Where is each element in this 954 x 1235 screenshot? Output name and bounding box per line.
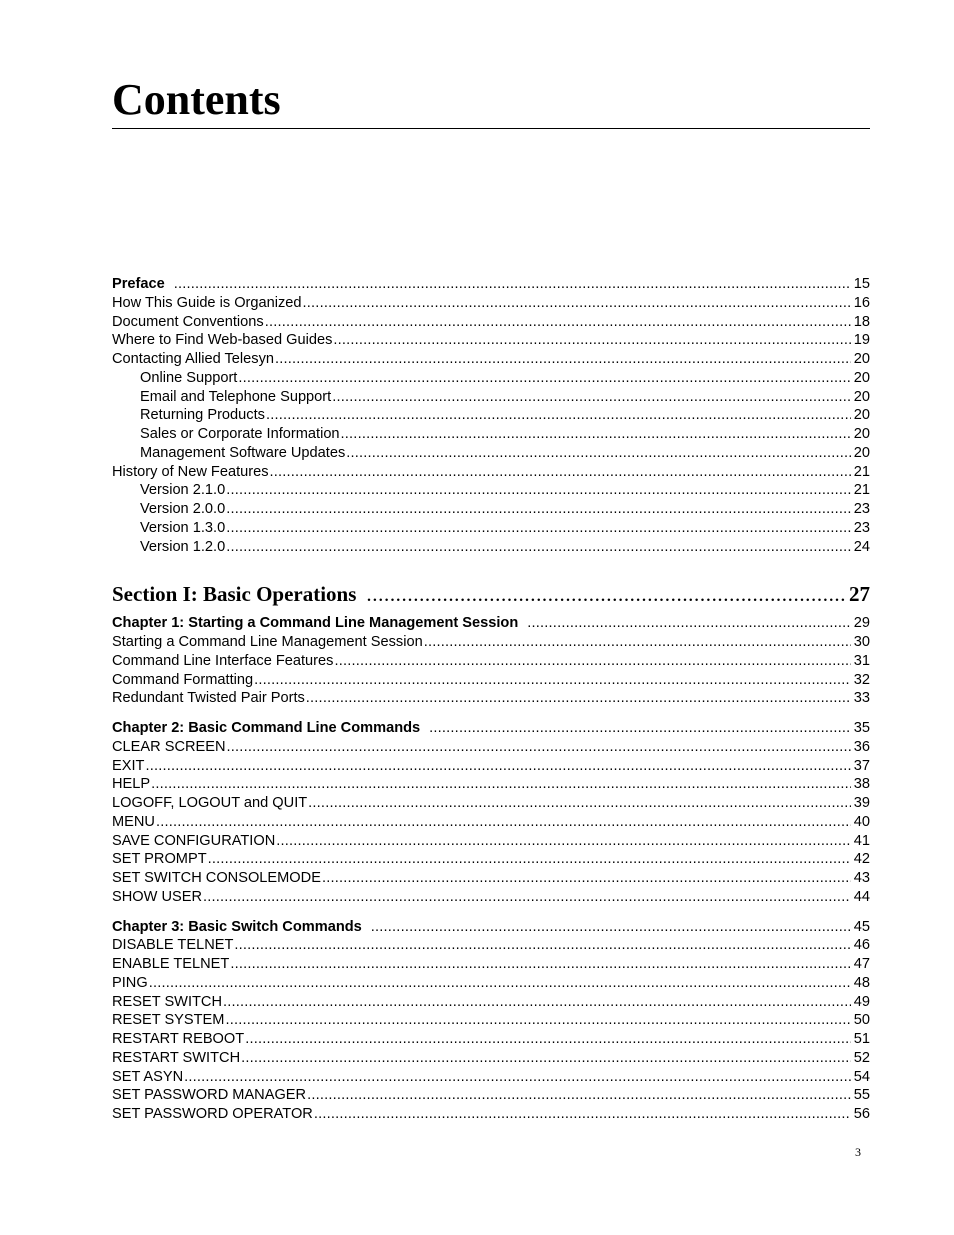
toc-label: RESET SWITCH xyxy=(112,993,223,1010)
toc-entry[interactable] xyxy=(112,936,870,955)
toc-entry[interactable] xyxy=(112,813,870,832)
dot-leader xyxy=(366,578,846,610)
dot-leader xyxy=(265,313,851,332)
toc-entry-preface[interactable] xyxy=(112,275,870,294)
toc-page: 36 xyxy=(853,738,870,755)
dot-leader xyxy=(203,888,851,907)
toc-page: 49 xyxy=(853,993,870,1010)
toc-page: 40 xyxy=(853,813,870,830)
toc-label: HELP xyxy=(112,776,151,793)
dot-leader xyxy=(208,850,851,869)
toc-page: 20 xyxy=(853,388,870,405)
toc-entry[interactable] xyxy=(112,869,870,888)
dot-leader xyxy=(174,275,851,294)
toc-entry[interactable] xyxy=(112,738,870,757)
toc-label: SET ASYN xyxy=(112,1068,184,1085)
dot-leader xyxy=(184,1068,851,1087)
toc-label: Document Conventions xyxy=(112,313,264,330)
dot-leader xyxy=(306,689,851,708)
dot-leader xyxy=(151,775,851,794)
toc-label: RESET SYSTEM xyxy=(112,1012,225,1029)
toc-label: Version 2.1.0 xyxy=(140,482,226,499)
page-title: Contents xyxy=(112,75,281,124)
toc-page: 56 xyxy=(853,1106,870,1122)
toc-page: 19 xyxy=(853,332,870,349)
toc-section-heading[interactable] xyxy=(112,578,870,610)
dot-leader xyxy=(238,369,850,388)
dot-leader xyxy=(307,1086,851,1105)
toc-chapter-heading[interactable] xyxy=(112,614,870,633)
toc-page: 42 xyxy=(853,851,870,868)
toc-entry[interactable] xyxy=(112,313,870,332)
toc-label: Starting a Command Line Management Session xyxy=(112,634,423,650)
toc-page: 39 xyxy=(853,795,870,811)
toc-page: 20 xyxy=(853,426,870,442)
dot-leader xyxy=(225,1011,850,1030)
toc-page: 43 xyxy=(853,870,870,886)
toc-page: 46 xyxy=(853,937,870,954)
toc-entry[interactable] xyxy=(112,652,870,671)
dot-leader xyxy=(346,444,851,463)
toc-page: 37 xyxy=(853,757,870,774)
title-rule xyxy=(112,128,870,129)
toc-entry[interactable] xyxy=(112,850,870,869)
toc-page: 55 xyxy=(853,1087,870,1104)
toc-entry[interactable] xyxy=(112,1030,870,1049)
toc-label: EXIT xyxy=(112,757,145,774)
dot-leader xyxy=(303,294,851,313)
toc-page: 48 xyxy=(853,974,870,991)
toc-page: 47 xyxy=(853,956,870,972)
toc-page: 21 xyxy=(853,463,870,480)
toc-subentry[interactable] xyxy=(112,406,870,425)
toc-label: How This Guide is Organized xyxy=(112,294,302,311)
toc-label: Chapter 1: Starting a Command Line Management Session xyxy=(112,615,519,632)
toc-page: 35 xyxy=(853,720,870,736)
dot-leader xyxy=(333,331,850,350)
toc-page: 18 xyxy=(853,313,870,330)
toc-label: MENU xyxy=(112,813,155,830)
toc-entry[interactable] xyxy=(112,689,870,708)
toc-subentry[interactable] xyxy=(112,388,870,407)
toc-page: 31 xyxy=(853,652,870,669)
page-number: 3 xyxy=(855,1145,861,1159)
dot-leader xyxy=(156,813,851,832)
toc-entry[interactable] xyxy=(112,1068,870,1087)
dot-leader xyxy=(270,463,851,482)
toc-label: Chapter 2: Basic Command Line Commands xyxy=(112,720,421,736)
toc-page: 45 xyxy=(853,918,870,935)
toc-label: History of New Features xyxy=(112,463,269,480)
toc-label: SET PROMPT xyxy=(112,851,207,868)
table-of-contents xyxy=(112,275,870,1124)
toc-label: Version 2.0.0 xyxy=(140,501,226,517)
toc-subentry[interactable] xyxy=(112,481,870,500)
toc-entry[interactable] xyxy=(112,350,870,369)
toc-page: 52 xyxy=(853,1049,870,1066)
toc-entry[interactable] xyxy=(112,794,870,813)
dot-leader xyxy=(314,1105,851,1124)
toc-page: 33 xyxy=(853,690,870,707)
toc-entry[interactable] xyxy=(112,331,870,350)
toc-entry[interactable] xyxy=(112,633,870,652)
toc-label: Management Software Updates xyxy=(140,444,346,461)
toc-label: Command Formatting xyxy=(112,671,254,688)
dot-leader xyxy=(322,869,851,888)
dot-leader xyxy=(371,918,851,937)
toc-entry[interactable] xyxy=(112,463,870,482)
toc-page: 20 xyxy=(853,351,870,367)
toc-label: PING xyxy=(112,974,148,991)
toc-page: 23 xyxy=(853,519,870,536)
dot-leader xyxy=(275,350,851,369)
toc-page: 32 xyxy=(853,671,870,688)
dot-leader xyxy=(226,500,851,519)
toc-page: 41 xyxy=(853,832,870,849)
toc-label: SET PASSWORD MANAGER xyxy=(112,1087,307,1104)
toc-entry[interactable] xyxy=(112,294,870,313)
toc-entry[interactable] xyxy=(112,775,870,794)
dot-leader xyxy=(254,671,851,690)
toc-page: 20 xyxy=(853,369,870,386)
toc-page: 23 xyxy=(853,501,870,517)
dot-leader xyxy=(223,993,851,1012)
toc-entry[interactable] xyxy=(112,1011,870,1030)
toc-label: CLEAR SCREEN xyxy=(112,738,226,755)
toc-label: RESTART REBOOT xyxy=(112,1031,245,1047)
dot-leader xyxy=(308,794,851,813)
dot-leader xyxy=(230,955,850,974)
toc-label: SET SWITCH CONSOLEMODE xyxy=(112,870,321,886)
toc-page: 38 xyxy=(853,776,870,793)
dot-leader xyxy=(276,832,851,851)
toc-page: 54 xyxy=(853,1068,870,1085)
toc-page: 50 xyxy=(853,1012,870,1029)
toc-entry[interactable] xyxy=(112,1105,870,1124)
dot-leader xyxy=(429,719,851,738)
toc-label: Version 1.2.0 xyxy=(140,538,226,555)
toc-entry[interactable] xyxy=(112,757,870,776)
dot-leader xyxy=(332,388,851,407)
toc-entry[interactable] xyxy=(112,974,870,993)
toc-label: Where to Find Web-based Guides xyxy=(112,332,333,349)
toc-entry[interactable] xyxy=(112,1086,870,1105)
dot-leader xyxy=(241,1049,851,1068)
toc-entry[interactable] xyxy=(112,832,870,851)
dot-leader xyxy=(226,519,851,538)
toc-subentry[interactable] xyxy=(112,538,870,557)
dot-leader xyxy=(424,633,851,652)
toc-subentry[interactable] xyxy=(112,500,870,519)
toc-label: DISABLE TELNET xyxy=(112,937,234,954)
toc-entry[interactable] xyxy=(112,1049,870,1068)
toc-label: RESTART SWITCH xyxy=(112,1049,241,1066)
dot-leader xyxy=(226,481,851,500)
toc-page: 29 xyxy=(853,615,870,632)
toc-label: Sales or Corporate Information xyxy=(140,426,340,442)
toc-page: 27 xyxy=(849,582,870,607)
dot-leader xyxy=(145,757,850,776)
toc-page: 15 xyxy=(853,276,870,292)
dot-leader xyxy=(149,974,851,993)
toc-page: 20 xyxy=(853,444,870,461)
toc-page: 44 xyxy=(853,888,870,905)
toc-label: Redundant Twisted Pair Ports xyxy=(112,690,305,707)
toc-subentry[interactable] xyxy=(112,444,870,463)
toc-subentry[interactable] xyxy=(112,425,870,444)
dot-leader xyxy=(227,738,851,757)
toc-label: Version 1.3.0 xyxy=(140,519,226,536)
toc-page: 16 xyxy=(853,294,870,311)
dot-leader xyxy=(341,425,851,444)
toc-chapter-heading[interactable] xyxy=(112,918,870,937)
toc-label: Email and Telephone Support xyxy=(140,388,332,405)
toc-entry[interactable] xyxy=(112,955,870,974)
dot-leader xyxy=(334,652,850,671)
dot-leader xyxy=(226,538,851,557)
toc-entry[interactable] xyxy=(112,888,870,907)
toc-label: Online Support xyxy=(140,369,238,386)
toc-label: SHOW USER xyxy=(112,888,202,905)
toc-label: Returning Products xyxy=(140,407,265,424)
dot-leader xyxy=(245,1030,851,1049)
toc-page: 24 xyxy=(853,538,870,555)
toc-entry[interactable] xyxy=(112,671,870,690)
toc-page: 20 xyxy=(853,407,870,424)
toc-label: Contacting Allied Telesyn xyxy=(112,351,274,367)
dot-leader xyxy=(234,936,850,955)
toc-label: ENABLE TELNET xyxy=(112,956,230,972)
toc-subentry[interactable] xyxy=(112,519,870,538)
toc-label: SAVE CONFIGURATION xyxy=(112,832,276,849)
toc-label: SET PASSWORD OPERATOR xyxy=(112,1106,313,1122)
toc-subentry[interactable] xyxy=(112,369,870,388)
toc-label: Chapter 3: Basic Switch Commands xyxy=(112,918,362,935)
toc-label: Preface xyxy=(112,276,165,292)
toc-chapter-heading[interactable] xyxy=(112,719,870,738)
toc-label: LOGOFF, LOGOUT and QUIT xyxy=(112,795,308,811)
dot-leader xyxy=(266,406,851,425)
toc-entry[interactable] xyxy=(112,993,870,1012)
toc-page: 21 xyxy=(853,482,870,499)
dot-leader xyxy=(527,614,850,633)
toc-page: 51 xyxy=(853,1031,870,1047)
toc-label: Command Line Interface Features xyxy=(112,652,334,669)
toc-page: 30 xyxy=(853,634,870,650)
toc-label: Section I: Basic Operations xyxy=(112,582,357,607)
